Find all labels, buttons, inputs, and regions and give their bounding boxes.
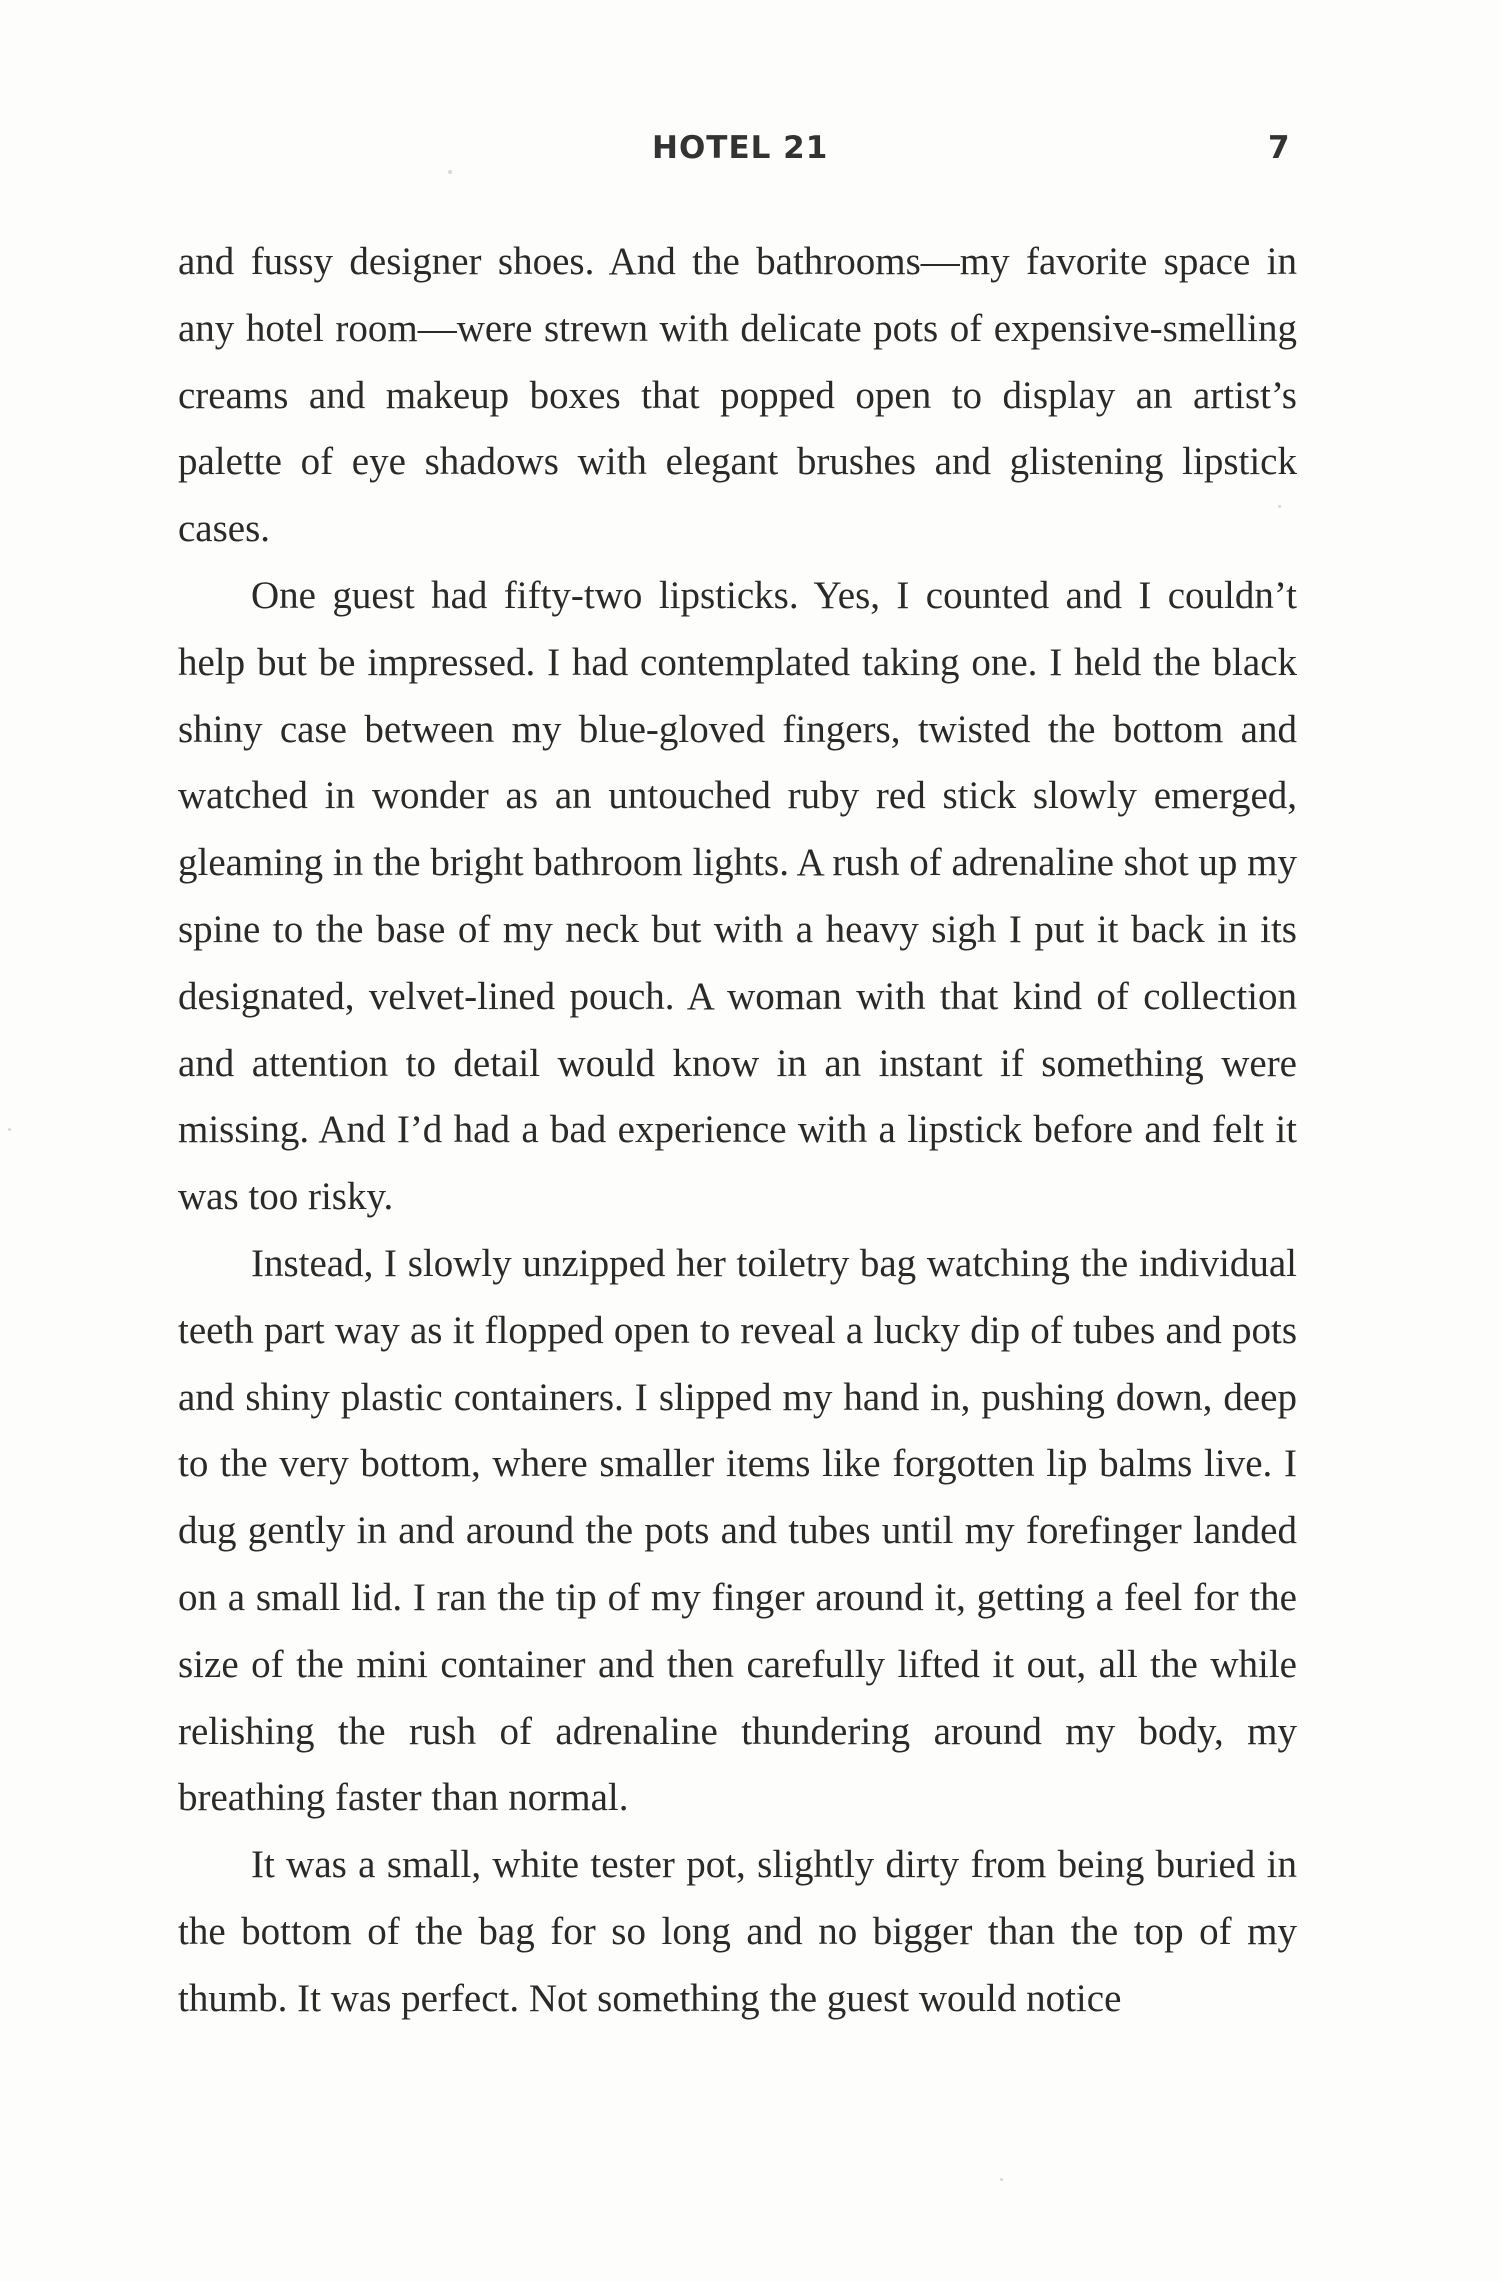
paragraph: and fussy designer shoes. And the bathrooms—my favorite space in any hotel room—were strewn with delicate pots of expensive-smelling creams and makeup boxes that popped open to display an artist’s palette of eye shadows with elegant brushes and glistening lipstick cases. [178,240,1297,551]
scan-speck [8,1128,11,1131]
paragraph: It was a small, white tester pot, slightly dirty from being buried in the bottom of the bag for so long and no bigger than the top of my thumb. It was perfect. Not something the guest would notice [178,1843,1297,2020]
page-number: 7 [1268,130,1290,166]
body-text [178,229,1297,2033]
paragraph: One guest had fifty-two lipsticks. Yes, I counted and I couldn’t help but be impressed. I had contemplated taking one. I held the black shiny case between my blue-gloved fingers, twisted the bottom and watched in wonder as an untouched ruby red stick slowly emerged, gleaming in the bright bathroom lights. A rush of adrenaline shot up my spine to the base of my neck but with a heavy sigh I put it back in its designated, velvet-lined pouch. A woman with that kind of collection and attention to detail would know in an instant if something were missing. And I’d had a bad experience with a lipstick before and felt it was too risky. [178,573,1297,1219]
paragraph: Instead, I slowly unzipped her toiletry bag watching the individual teeth part way as it flopped open to reveal a lucky dip of tubes and pots and shiny plastic containers. I slipped my hand in, pushing down, deep to the very bottom, where smaller items like forgotten lip balms live. I dug gently in and around the pots and tubes until my forefinger landed on a small lid. I ran the tip of my finger around it, getting a feel for the size of the mini container and then carefully lifted it out, all the while relishing the rush of adrenaline thundering around my body, my breathing faster than normal. [178,1241,1297,1820]
scan-speck [448,170,452,174]
running-head-title: HOTEL 21 [652,130,829,166]
scan-speck [1000,2178,1003,2181]
scan-speck [1278,505,1281,508]
